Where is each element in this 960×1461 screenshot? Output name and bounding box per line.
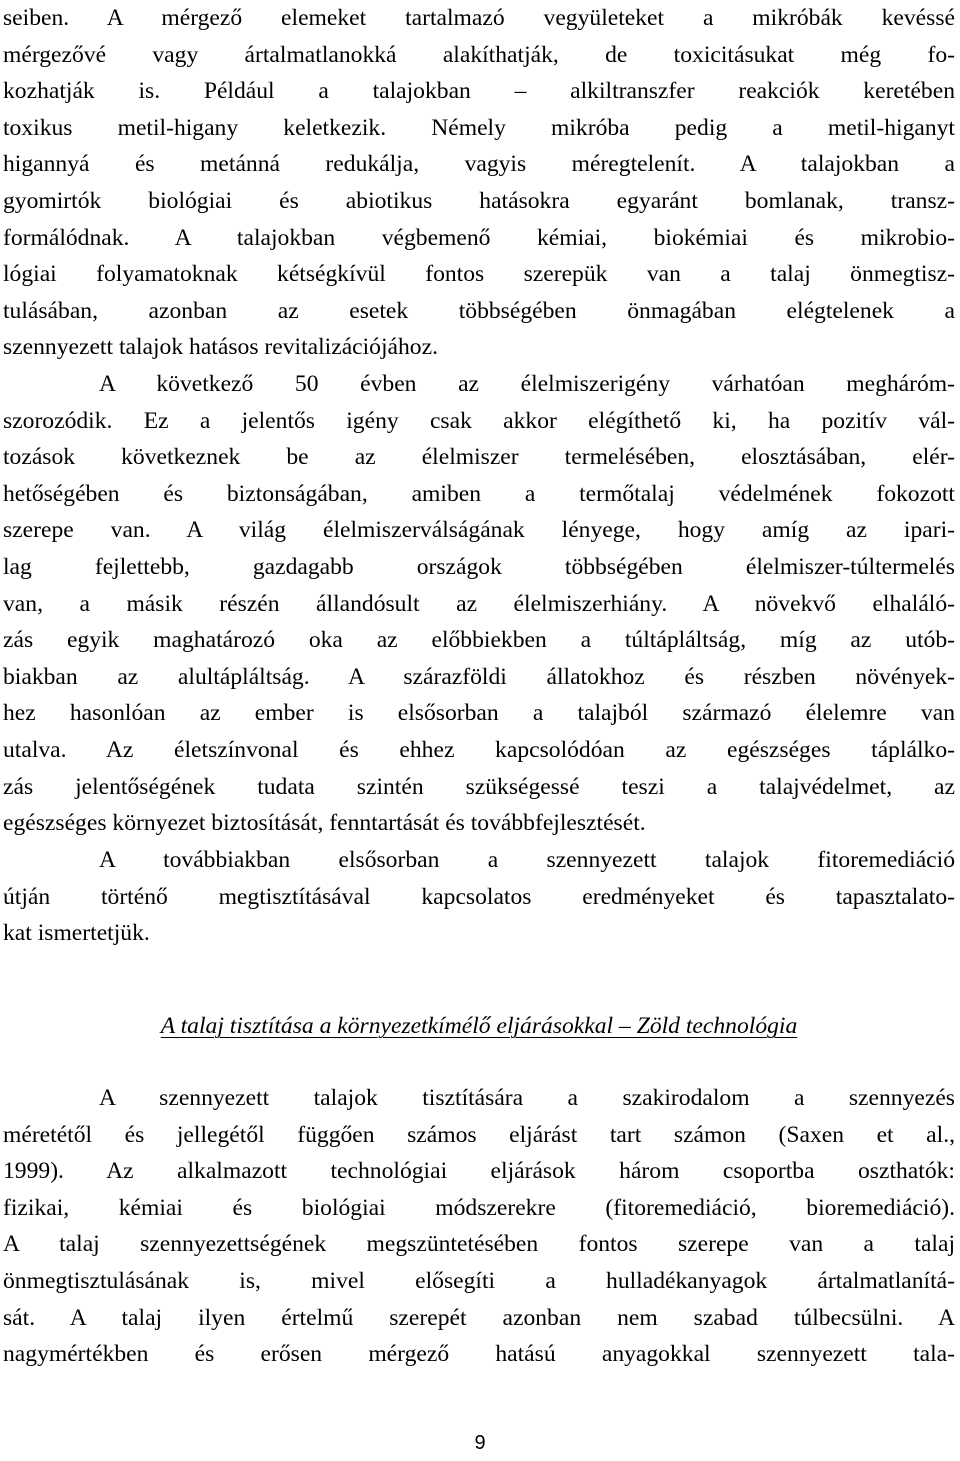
- text-line: mérgezővé vagy ártalmatlanokká alakíthatják, de toxicitásukat még fo-: [3, 41, 955, 68]
- text-line: toxikus metil-higany keletkezik. Némely mikróba pedig a metil-higanyt: [3, 114, 955, 141]
- text-line: formálódnak. A talajokban végbemenő kémiai, biokémiai és mikrobio-: [3, 224, 955, 251]
- text-line: egészséges környezet biztosítását, fenntartását és továbbfejlesztését.: [3, 810, 646, 837]
- text-line: utalva. Az életszínvonal és ehhez kapcsolódóan az egészséges táplálko-: [3, 736, 955, 763]
- text-line: szorozódik. Ez a jelentős igény csak akkor elégíthető ki, ha pozitív vál-: [3, 407, 955, 434]
- text-line: útján történő megtisztításával kapcsolatos eredményeket és tapasztalato-: [3, 883, 955, 910]
- text-line: biakban az alultápláltság. A szárazföldi állatokhoz és részben növények-: [3, 663, 955, 690]
- page-number: 9: [474, 1432, 486, 1454]
- text-line: tozások következnek be az élelmiszer termelésében, elosztásában, elér-: [3, 444, 955, 471]
- text-line: tulásában, azonban az esetek többségében önmagában elégtelenek a: [3, 297, 955, 324]
- text-line: sát. A talaj ilyen értelmű szerepét azonban nem szabad túlbecsülni. A: [3, 1304, 955, 1331]
- text-line: szennyezett talajok hatásos revitalizációjához.: [3, 334, 438, 361]
- text-line: lag fejlettebb, gazdagabb országok többségében élelmiszer-túltermelés: [3, 553, 955, 580]
- paragraph-1: [3, 0, 955, 366]
- text-line: 1999). Az alkalmazott technológiai eljárások három csoportba oszthatók:: [3, 1158, 955, 1185]
- text-line: zás jelentőségének tudata szintén szükségessé teszi a talajvédelmet, az: [3, 773, 955, 800]
- text-line: A továbbiakban elsősorban a szennyezett talajok fitoremediáció: [99, 847, 955, 873]
- text-line: kat ismertetjük.: [3, 920, 150, 947]
- text-line: önmegtisztulásának is, mivel elősegíti a hulladékanyagok ártalmatlanítá-: [3, 1267, 955, 1294]
- paragraph-4: [3, 1080, 955, 1373]
- text-line: van, a másik részén állandósult az élelmiszerhiány. A növekvő elhaláló-: [3, 590, 955, 617]
- text-line: fizikai, kémiai és biológiai módszerekre (fitoremediáció, bioremediáció).: [3, 1194, 955, 1221]
- text-line: gyomirtók biológiai és abiotikus hatásokra egyaránt bomlanak, transz-: [3, 187, 955, 214]
- text-line: kozhatják is. Például a talajokban – alkiltranszfer reakciók keretében: [3, 78, 955, 105]
- text-line: hez hasonlóan az ember is elsősorban a talajból származó élelemre van: [3, 700, 955, 727]
- text-line: lógiai folyamatoknak kétségkívül fontos szerepük van a talaj önmegtisz-: [3, 261, 955, 288]
- text-line: szerepe van. A világ élelmiszerválságának lényege, hogy amíg az ipari-: [3, 517, 955, 544]
- text-line: higannyá és metánná redukálja, vagyis méregtelenít. A talajokban a: [3, 151, 955, 178]
- text-line: A szennyezett talajok tisztítására a szakirodalom a szennyezés: [99, 1085, 955, 1111]
- section-heading: A talaj tisztítása a környezetkímélő eljárásokkal – Zöld technológia: [160, 1013, 798, 1039]
- text-line: seiben. A mérgező elemeket tartalmazó vegyületeket a mikróbák kevéssé: [3, 5, 955, 31]
- text-line: zás egyik maghatározó oka az előbbiekben a túltápláltság, míg az utób-: [3, 627, 955, 654]
- text-line: nagymértékben és erősen mérgező hatású anyagokkal szennyezett tala-: [3, 1341, 955, 1368]
- paragraph-2: [3, 366, 955, 842]
- paragraph-3: [3, 842, 955, 952]
- text-line: hetőségében és biztonságában, amiben a termőtalaj védelmének fokozott: [3, 480, 955, 507]
- text-line: A talaj szennyezettségének megszüntetésében fontos szerepe van a talaj: [3, 1231, 955, 1258]
- text-line: A következő 50 évben az élelmiszerigény várhatóan megháróm-: [99, 371, 955, 397]
- text-line: méretétől és jellegétől függően számos eljárást tart számon (Saxen et al.,: [3, 1121, 955, 1148]
